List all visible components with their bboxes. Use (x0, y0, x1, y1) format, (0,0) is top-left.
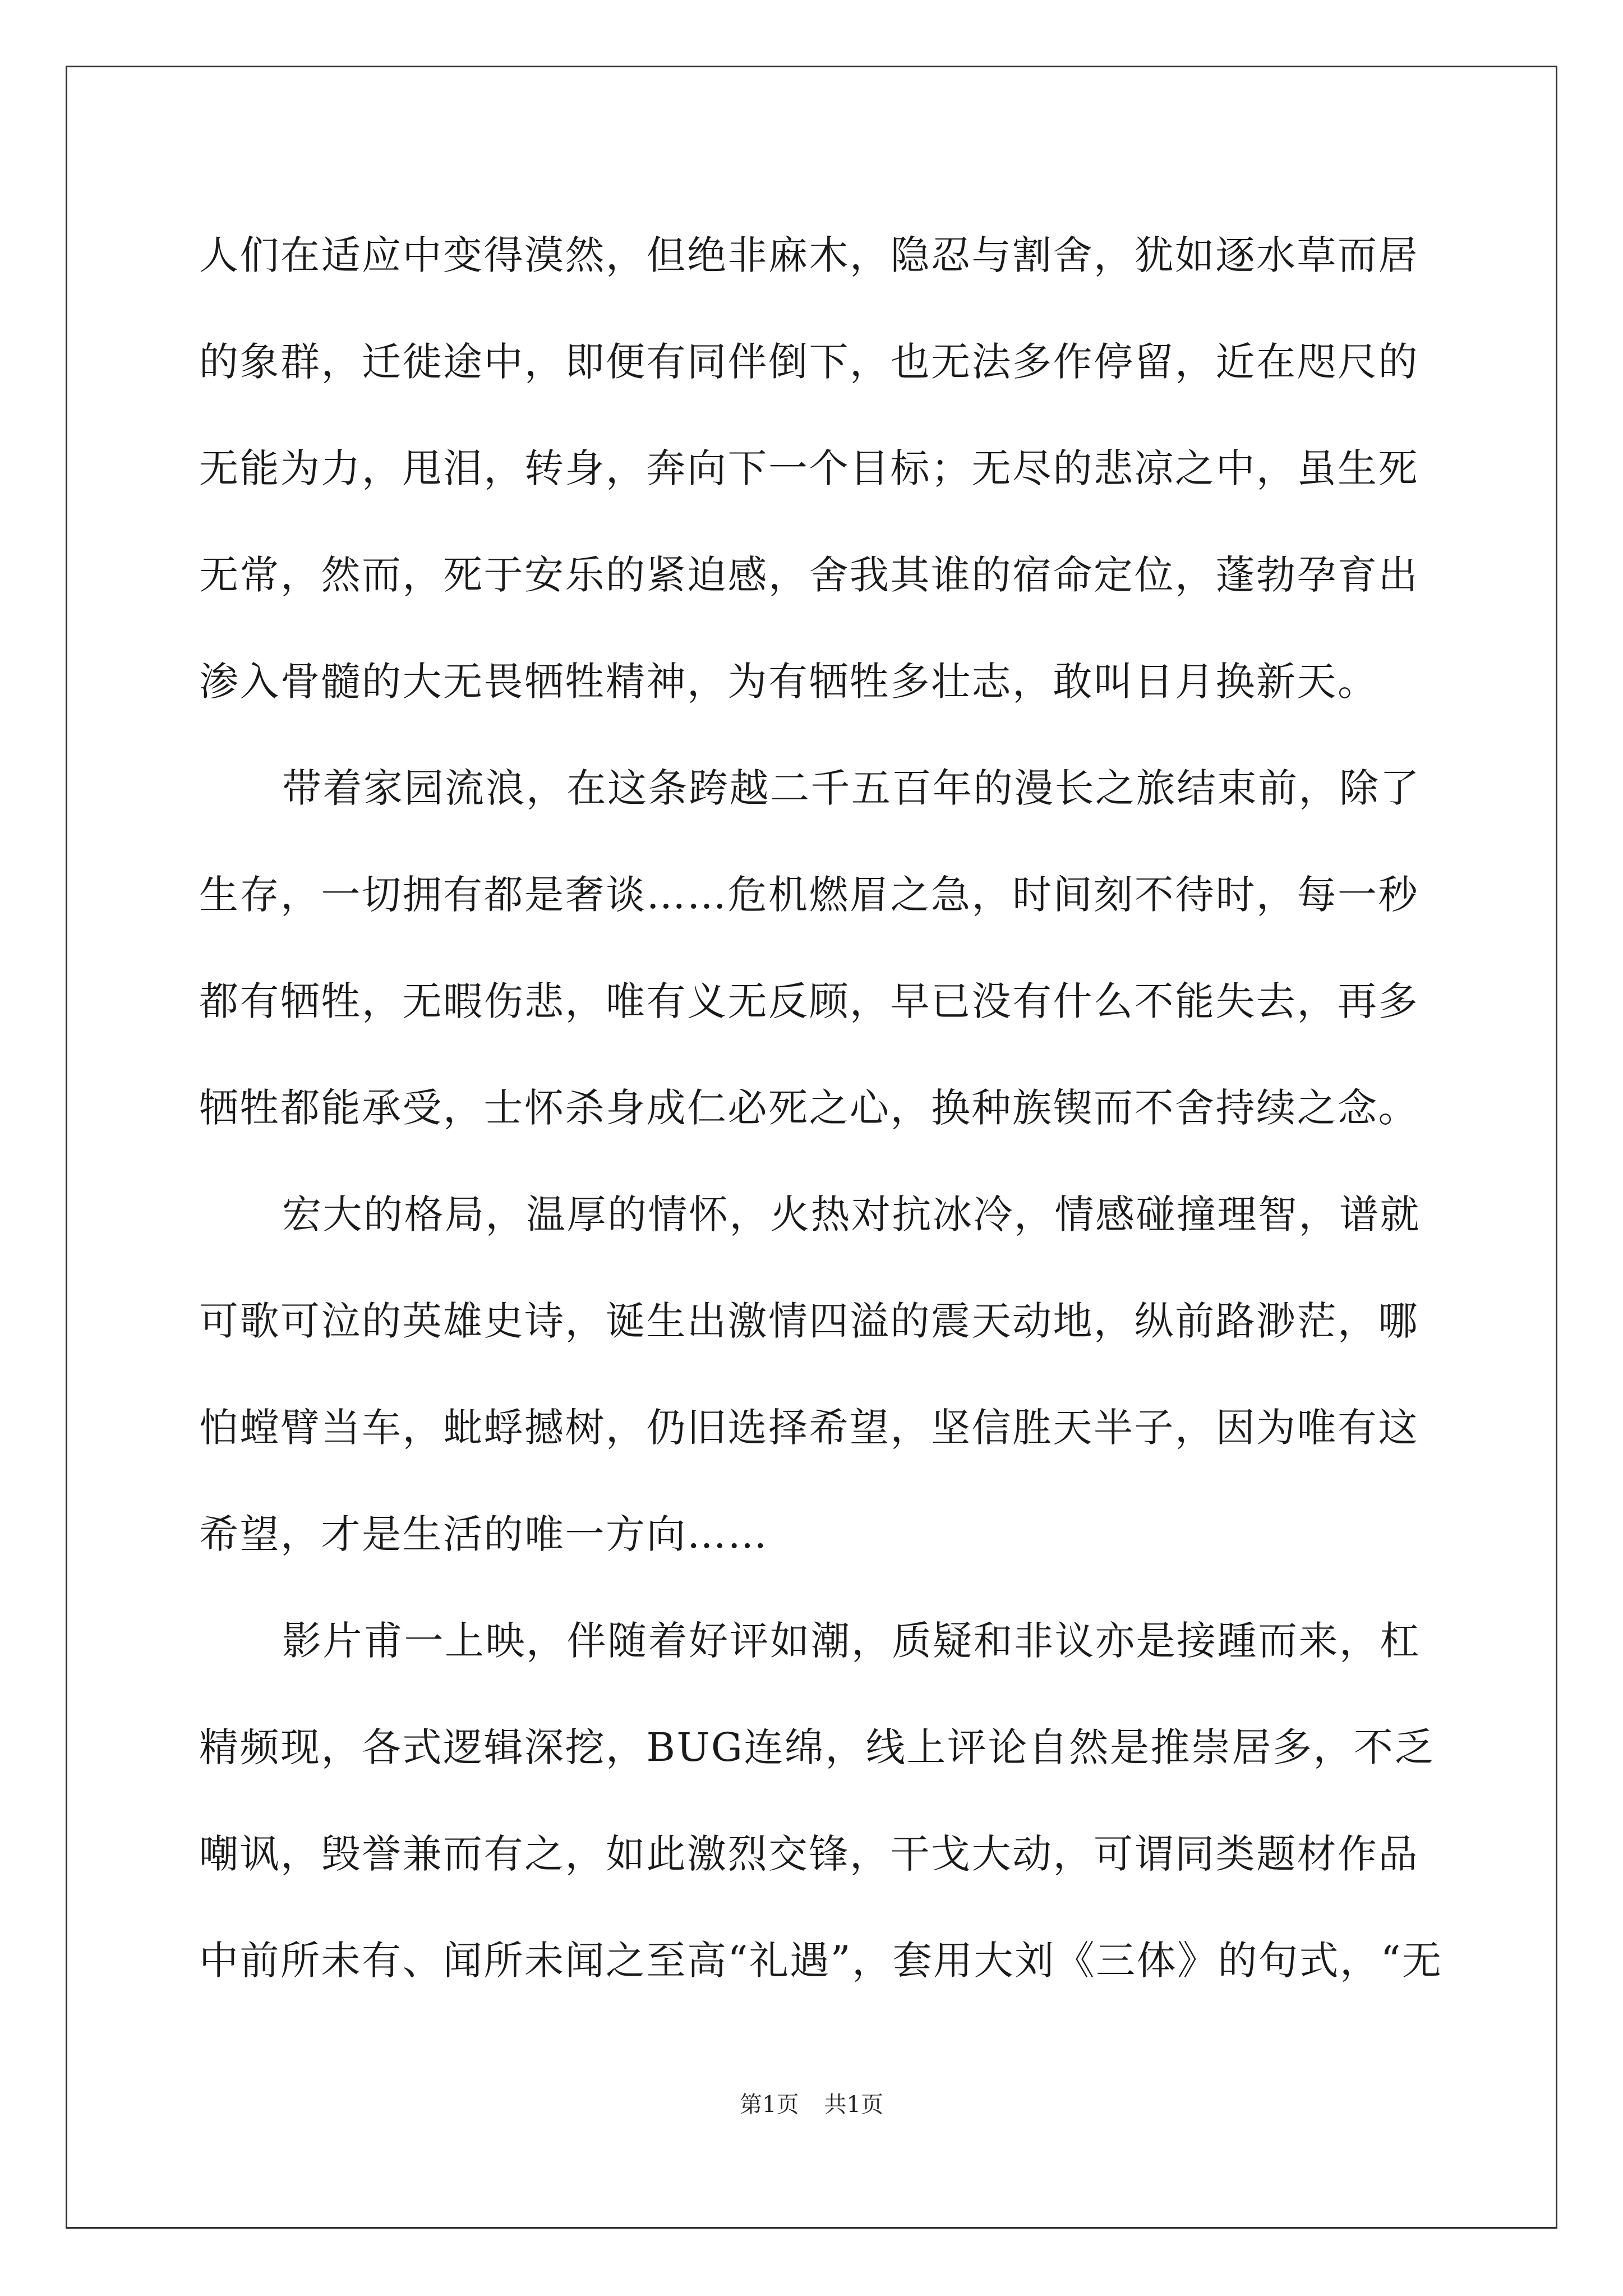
text-line: 渗入骨髓的大无畏牺牲精神，为有牺牲多壮志，敢叫日月换新天。 (199, 659, 1378, 705)
text-line: 都有牺牲，无暇伤悲，唯有义无反顾，早已没有什么不能失去，再多 (199, 978, 1419, 1024)
paragraph-first-line: 带着家园流浪，在这条跨越二千五百年的漫长之旅结束前，除了 (282, 765, 1421, 811)
text-line: 生存，一切拥有都是奢谈……危机燃眉之急，时间刻不待时，每一秒 (199, 872, 1419, 918)
paragraph-first-line: 影片甫一上映，伴随着好评如潮，质疑和非议亦是接踵而来，杠 (282, 1618, 1421, 1664)
text-line: 希望，才是生活的唯一方向…… (199, 1511, 768, 1557)
paragraph-first-line: 宏大的格局，温厚的情怀，火热对抗冰冷，情感碰撞理智，谱就 (282, 1191, 1421, 1237)
page-total: 共1页 (824, 2092, 883, 2118)
text-line: 人们在适应中变得漠然，但绝非麻木，隐忍与割舍，犹如逐水草而居 (199, 232, 1419, 278)
page-number: 第1页 (740, 2092, 799, 2118)
text-line: 精频现，各式逻辑深挖，BUG连绵，线上评论自然是推崇居多，不乏 (199, 1724, 1435, 1770)
page-footer (0, 2087, 1623, 2119)
text-line: 可歌可泣的英雄史诗，诞生出激情四溢的震天动地，纵前路渺茫，哪 (199, 1298, 1419, 1344)
text-line: 的象群，迁徙途中，即便有同伴倒下，也无法多作停留，近在咫尺的 (199, 339, 1419, 385)
text-line: 怕螳臂当车，蚍蜉撼树，仍旧选择希望，坚信胜天半子，因为唯有这 (199, 1405, 1419, 1451)
text-line: 牺牲都能承受，士怀杀身成仁必死之心，换种族锲而不舍持续之念。 (199, 1085, 1419, 1131)
text-line: 无能为力，甩泪，转身，奔向下一个目标；无尽的悲凉之中，虽生死 (199, 445, 1419, 491)
text-line: 中前所未有、闻所未闻之至高“礼遇”，套用大刘《三体》的句式，“无 (199, 1938, 1443, 1984)
text-line: 无常，然而，死于安乐的紧迫感，舍我其谁的宿命定位，蓬勃孕育出 (199, 552, 1419, 598)
document-body (199, 202, 1443, 2014)
text-line: 嘲讽，毁誉兼而有之，如此激烈交锋，干戈大动，可谓同类题材作品 (199, 1831, 1419, 1877)
